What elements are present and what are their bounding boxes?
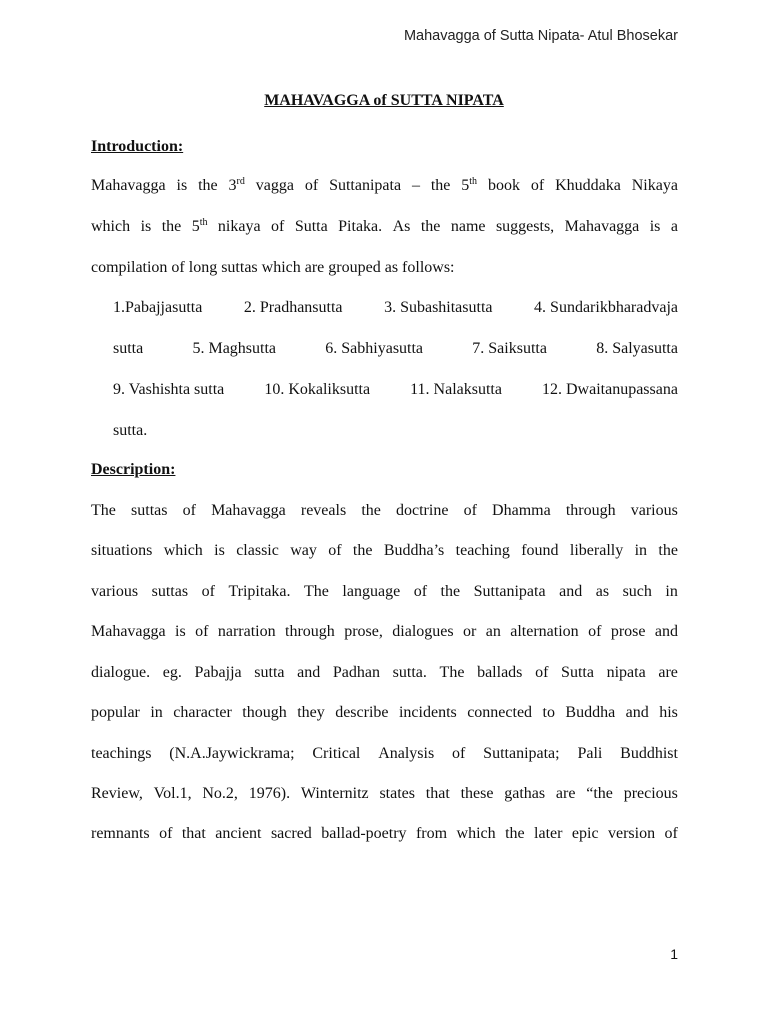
word: alternation [510, 623, 579, 640]
word [192, 217, 208, 237]
word: ballad-poetry [321, 825, 407, 842]
word: an [485, 623, 501, 640]
ordinal-suffix: th [199, 217, 208, 228]
word: Vol.1, [153, 785, 192, 802]
word: of [195, 623, 209, 640]
word: to [542, 704, 555, 721]
sutta-list-row-3 [113, 380, 678, 400]
word: of [413, 583, 428, 600]
paragraph-line [91, 622, 678, 642]
paragraph-line [91, 784, 678, 804]
word: the [420, 218, 441, 235]
word: The [91, 502, 116, 519]
word: eg. [162, 664, 182, 681]
word: narration [217, 623, 276, 640]
description-heading: Description: [91, 461, 176, 478]
word: are [555, 785, 576, 802]
word: 1976). [248, 785, 291, 802]
sutta-list-row-2 [113, 339, 678, 359]
word: that [181, 825, 206, 842]
word: nipata [606, 664, 646, 681]
paragraph-line [91, 501, 678, 521]
paragraph-line [91, 663, 678, 683]
word: and [654, 623, 678, 640]
word: dialogue. [91, 664, 151, 681]
word: Dhamma [492, 502, 551, 519]
word: teachings [91, 745, 152, 762]
word [461, 176, 477, 196]
list-item: 2. Pradhansutta [243, 299, 343, 316]
word: nikaya [217, 218, 261, 235]
word: and [297, 664, 321, 681]
word: various [91, 583, 139, 600]
list-item: 6. Sabhiyasutta [325, 340, 424, 357]
word: the [161, 218, 182, 235]
word: Critical [312, 745, 361, 762]
word: Pitaka. [338, 218, 383, 235]
word: book [487, 177, 520, 194]
word: ancient [215, 825, 262, 842]
word: Mahavagga [91, 177, 166, 194]
list-item: sutta. [113, 422, 148, 439]
word: No.2, [202, 785, 238, 802]
word: found [521, 542, 559, 559]
word: his [659, 704, 678, 721]
word: of [159, 825, 173, 842]
word: precious [623, 785, 678, 802]
word: states [379, 785, 415, 802]
word: Nikaya [631, 177, 678, 194]
word: is [649, 218, 661, 235]
sutta-list-row-4 [113, 421, 678, 441]
word: these [460, 785, 494, 802]
word: popular [91, 704, 140, 721]
list-item: 8. Salyasutta [596, 340, 678, 357]
paragraph-line [91, 582, 678, 602]
paragraph-line [91, 824, 678, 844]
word: Padhan [332, 664, 381, 681]
word: though [242, 704, 287, 721]
word: epic [571, 825, 599, 842]
word: character [173, 704, 232, 721]
word: remnants [91, 825, 150, 842]
word: prose, [344, 623, 383, 640]
word: vagga [255, 177, 294, 194]
word: of [271, 218, 285, 235]
word: gathas [504, 785, 546, 802]
word: Suttanipata; [483, 745, 560, 762]
word: from [415, 825, 448, 842]
word: As [392, 218, 411, 235]
word: suttas [131, 502, 168, 519]
word: “the [586, 785, 613, 802]
word: a [670, 218, 678, 235]
list-item: 11. Nalaksutta [410, 381, 502, 398]
ordinal-number: 3 [228, 177, 237, 194]
word: (N.A.Jaywickrama; [169, 745, 295, 762]
word: the [505, 825, 525, 842]
word: of [201, 583, 215, 600]
intro-line-1 [91, 176, 678, 196]
intro-line-3 [91, 258, 678, 278]
word: Winternitz [300, 785, 369, 802]
word: the [198, 177, 218, 194]
paragraph-line [91, 744, 678, 764]
word: through [285, 623, 335, 640]
list-item: 12. Dwaitanupassana [542, 381, 678, 398]
word: which [91, 218, 131, 235]
sutta-list-row-1 [113, 298, 678, 318]
running-header: Mahavagga of Sutta Nipata- Atul Bhosekar [403, 28, 678, 44]
paragraph-line [91, 703, 678, 723]
word: Mahavagga [211, 502, 286, 519]
word: describe [335, 704, 389, 721]
word: that [425, 785, 450, 802]
page-number: 1 [670, 946, 678, 962]
word: in [150, 704, 163, 721]
word: Mahavagga [564, 218, 640, 235]
ordinal-suffix: rd [236, 176, 245, 187]
word: classic [236, 542, 279, 559]
word: as [595, 583, 610, 600]
word: such [622, 583, 652, 600]
word: or [463, 623, 477, 640]
ordinal-number: 5 [461, 177, 470, 194]
word: Khuddaka [555, 177, 621, 194]
word: of [588, 623, 602, 640]
word: Buddha’s [383, 542, 445, 559]
word: teaching [455, 542, 510, 559]
word: is [140, 218, 152, 235]
document-title: MAHAVAGGA of SUTTA NIPATA [264, 92, 504, 109]
word: situations [91, 542, 153, 559]
word: The [439, 664, 465, 681]
list-item: 7. Saiksutta [472, 340, 547, 357]
word: is [175, 623, 186, 640]
word: Sutta [294, 218, 328, 235]
word: Suttanipata [473, 583, 546, 600]
word: suttas [151, 583, 189, 600]
word: version [608, 825, 656, 842]
list-item: 10. Kokaliksutta [264, 381, 371, 398]
word: later [534, 825, 563, 842]
word: Analysis [378, 745, 435, 762]
introduction-heading: Introduction: [91, 138, 184, 155]
word: various [630, 502, 678, 519]
word: through [565, 502, 616, 519]
word: suggests, [495, 218, 555, 235]
word: doctrine [396, 502, 449, 519]
word: of [530, 177, 545, 194]
list-item: sutta [113, 340, 144, 357]
list-item: 5. Maghsutta [192, 340, 277, 357]
list-item: 1.Pabajjasutta [113, 299, 203, 316]
word: sutta [254, 664, 285, 681]
word: are [658, 664, 678, 681]
word: the [658, 542, 678, 559]
word: liberally [569, 542, 624, 559]
word: Review, [91, 785, 143, 802]
ordinal-number: 5 [191, 218, 200, 235]
word: of [304, 177, 319, 194]
word: in [665, 583, 678, 600]
ordinal-suffix: th [469, 176, 478, 187]
word: Pali [577, 745, 603, 762]
word: Suttanipata [329, 177, 402, 194]
word: – [411, 177, 420, 194]
word: which [163, 542, 203, 559]
word: of [463, 502, 477, 519]
word: Mahavagga [91, 623, 166, 640]
word: incidents [398, 704, 457, 721]
word: The [304, 583, 329, 600]
word: dialogues [392, 623, 454, 640]
word: Buddhist [620, 745, 678, 762]
word: Buddha [565, 704, 616, 721]
word: Sutta [561, 664, 594, 681]
word: reveals [300, 502, 347, 519]
word: of [452, 745, 466, 762]
word: connected [467, 704, 533, 721]
word: prose [610, 623, 646, 640]
paragraph-line [91, 541, 678, 561]
word: the [361, 502, 381, 519]
word: and [625, 704, 649, 721]
word: of [328, 542, 342, 559]
word: is [214, 542, 225, 559]
word: in [634, 542, 648, 559]
word: way [290, 542, 317, 559]
word: language [342, 583, 401, 600]
intro-line-2 [91, 217, 678, 237]
paragraph-line: compilation of long suttas which are grouped as follows: [91, 259, 455, 276]
word: the [440, 583, 461, 600]
word: name [450, 218, 486, 235]
word: of [182, 502, 196, 519]
word: which [456, 825, 496, 842]
list-item: 3. Subashitasutta [384, 299, 493, 316]
word: Tripitaka. [228, 583, 291, 600]
list-item: 9. Vashishta sutta [113, 381, 225, 398]
word: the [430, 177, 451, 194]
word: of [664, 825, 678, 842]
word: sacred [270, 825, 312, 842]
word [229, 176, 245, 196]
word: they [297, 704, 325, 721]
word: Pabajja [194, 664, 242, 681]
word: of [535, 664, 549, 681]
word: sutta. [392, 664, 427, 681]
word: ballads [477, 664, 523, 681]
list-item: 4. Sundarikbharadvaja [534, 299, 678, 316]
word: the [352, 542, 373, 559]
word: is [176, 177, 188, 194]
word: and [559, 583, 583, 600]
